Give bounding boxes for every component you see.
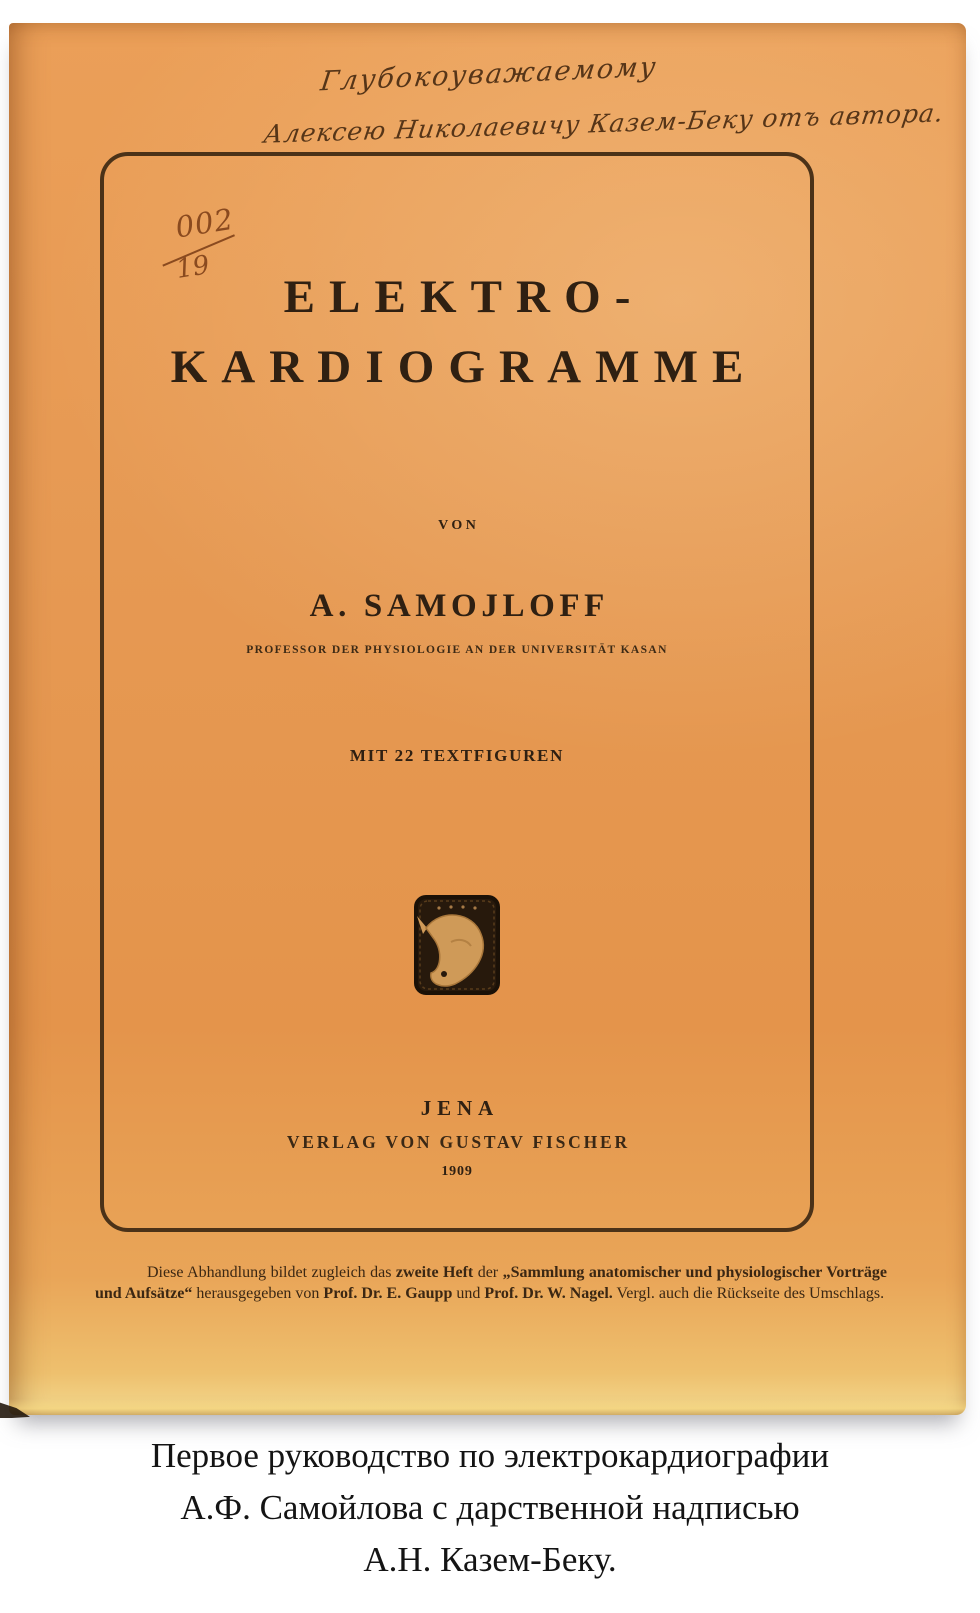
caption-line2: А.Ф. Самойлова с дарственной надписью: [180, 1488, 800, 1527]
book-title-line1: ELEKTRO-: [283, 271, 645, 323]
publisher-fish-emblem-icon: [100, 892, 814, 1003]
book-cover-photo: [9, 23, 966, 1415]
publisher-city: JENA: [420, 1096, 500, 1120]
caption-line1: Первое руководство по электрокардиографии: [150, 1436, 830, 1475]
handwritten-dedication-line1: Глубокоуважаемому: [318, 51, 660, 98]
caption-line3: А.Н. Казем-Беку.: [363, 1540, 617, 1579]
figure-caption: [0, 1430, 980, 1586]
catalog-denominator: 19: [174, 250, 212, 285]
textfigures-note: MIT 22 TEXTFIGUREN: [349, 746, 565, 765]
book-title-line2: KARDIOGRAMME: [170, 341, 758, 393]
publication-year: 1909: [441, 1164, 473, 1179]
von-label: VON: [438, 518, 480, 533]
series-note: Diese Abhandlung bildet zugleich das zweite Heft der „Sammlung anatomischer und physiologischer Vorträge und Aufsätze“ herausgegeben von Prof. Dr. E. Gaupp und Prof. Dr. W. Nagel. Vergl. auch die Rückseite des Umschlags.: [95, 1264, 888, 1302]
publisher-name: VERLAG VON GUSTAV FISCHER: [286, 1132, 630, 1152]
cover-text-block: [100, 152, 814, 1232]
catalog-numerator: 002: [173, 201, 237, 245]
author-affiliation: PROFESSOR DER PHYSIOLOGIE AN DER UNIVERSITÄT KASAN: [246, 644, 668, 656]
author-name: A. SAMOJLOFF: [309, 588, 609, 624]
handwritten-dedication-line2: Алексею Николаевичу Казем-Беку отъ автора.: [261, 98, 947, 149]
